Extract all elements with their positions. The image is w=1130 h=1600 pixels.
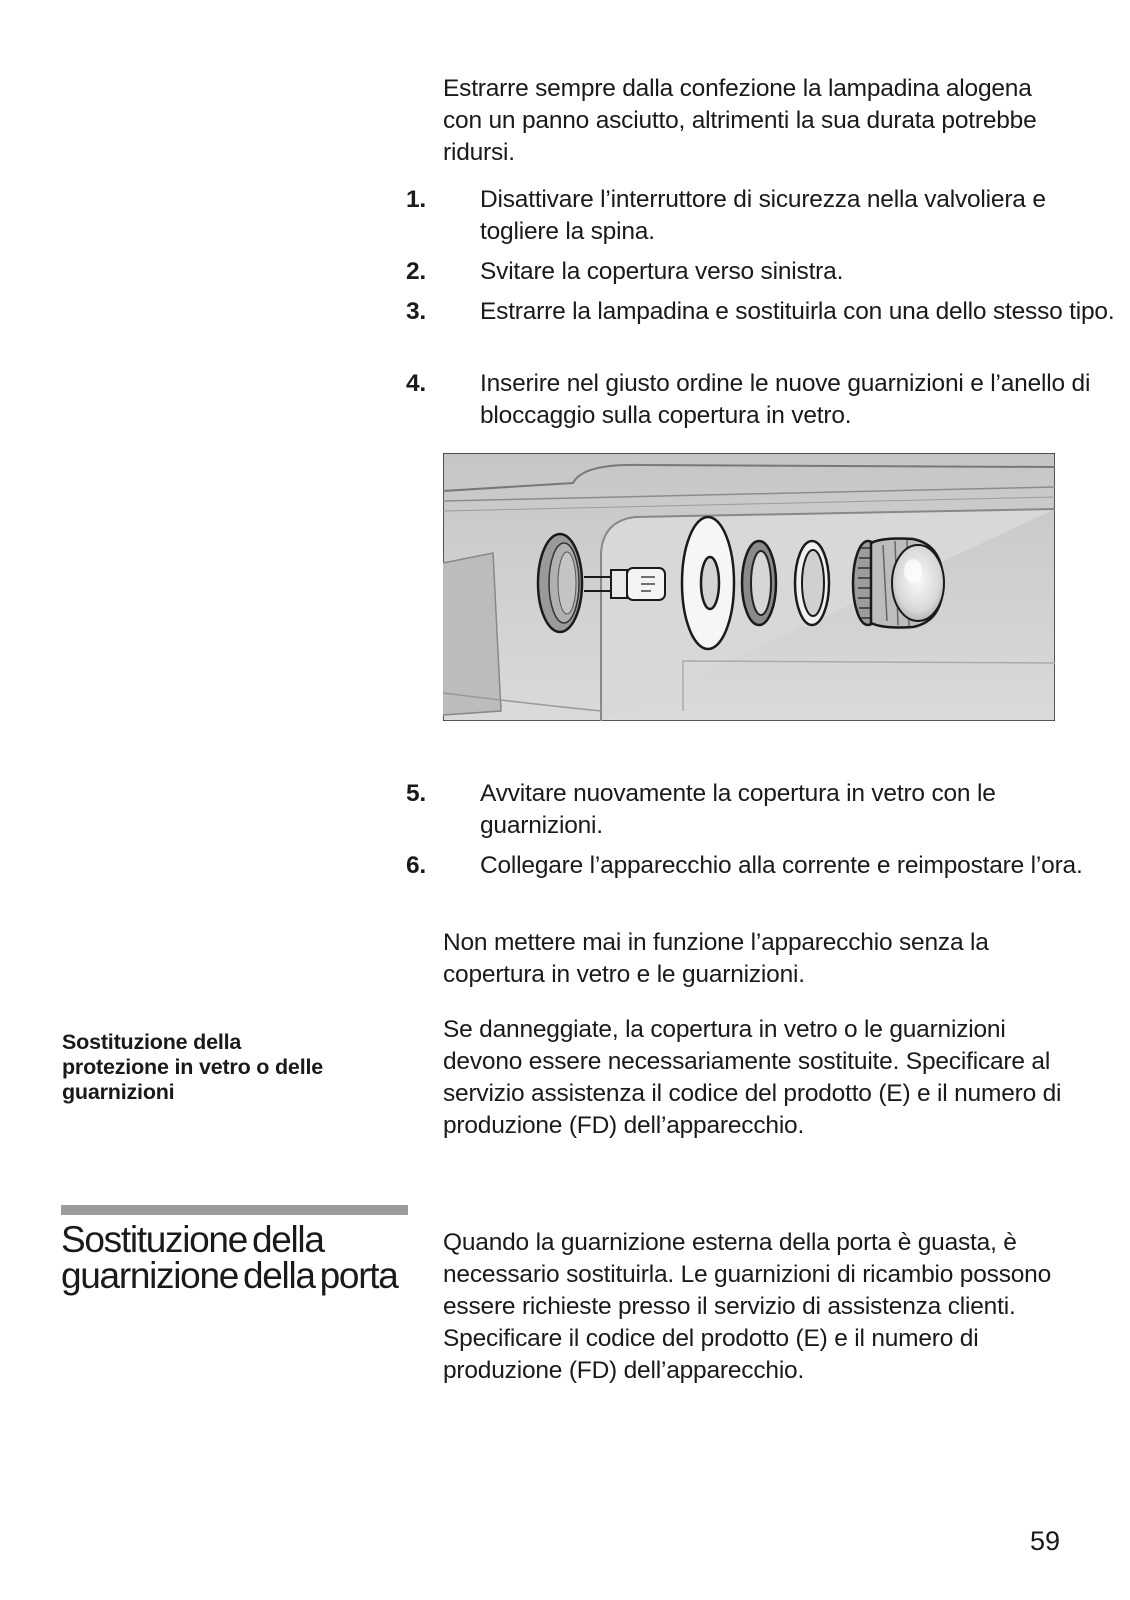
page-number: 59 (1030, 1526, 1061, 1556)
lamp-replacement-illustration (443, 453, 1055, 721)
step-6-number: 6. (406, 852, 427, 879)
step-4-text: Inserire nel giusto ordine le nuove guarnizioni e l’anello di bloccaggio sulla copertura in vetro. (480, 370, 1091, 429)
warning-paragraph: Non mettere mai in funzione l’apparecchio senza la copertura in vetro e le guarnizioni. (443, 929, 989, 988)
sidebar-heading: Sostituzione della protezione in vetro o delle guarnizioni (62, 1030, 323, 1104)
step-2-number: 2. (406, 258, 427, 285)
step-3-number: 3. (406, 298, 427, 325)
intro-paragraph: Estrarre sempre dalla confezione la lampadina alogena con un panno asciutto, altrimenti la sua durata potrebbe ridursi. (443, 75, 1037, 166)
step-4 (406, 368, 1120, 432)
step-1-text: Disattivare l’interruttore di sicurezza nella valvoliera e togliere la spina. (480, 186, 1046, 245)
step-3-text: Estrarre la lampadina e sostituirla con una dello stesso tipo. (480, 298, 1115, 325)
step-5 (406, 778, 1120, 842)
step-2-text: Svitare la copertura verso sinistra. (480, 258, 844, 285)
step-6 (406, 850, 1120, 882)
step-1-number: 1. (406, 186, 427, 213)
section-divider (61, 1205, 408, 1215)
step-4-number: 4. (406, 370, 427, 397)
step-5-number: 5. (406, 780, 427, 807)
door-gasket-paragraph: Quando la guarnizione esterna della porta è guasta, è necessario sostituirla. Le guarnizioni di ricambio possono essere richieste presso il servizio di assistenza clienti. Specificare il codice del prodotto (E) e il numero di produzione (FD) dell’apparecchio. (443, 1229, 1052, 1384)
glass-cover-paragraph: Se danneggiate, la copertura in vetro o le guarnizioni devono essere necessariamente sostituite. Specificare al servizio assistenza il codice del prodotto (E) e il numero di produzione (FD) dell’apparecchio. (443, 1016, 1062, 1139)
step-3 (406, 296, 1120, 328)
section-title: Sostituzione della guarnizione della porta (61, 1219, 398, 1296)
step-6-text: Collegare l’apparecchio alla corrente e reimpostare l’ora. (480, 852, 1083, 879)
step-1 (406, 184, 1120, 248)
step-5-text: Avvitare nuovamente la copertura in vetro con le guarnizioni. (480, 780, 996, 839)
step-2 (406, 256, 1120, 288)
